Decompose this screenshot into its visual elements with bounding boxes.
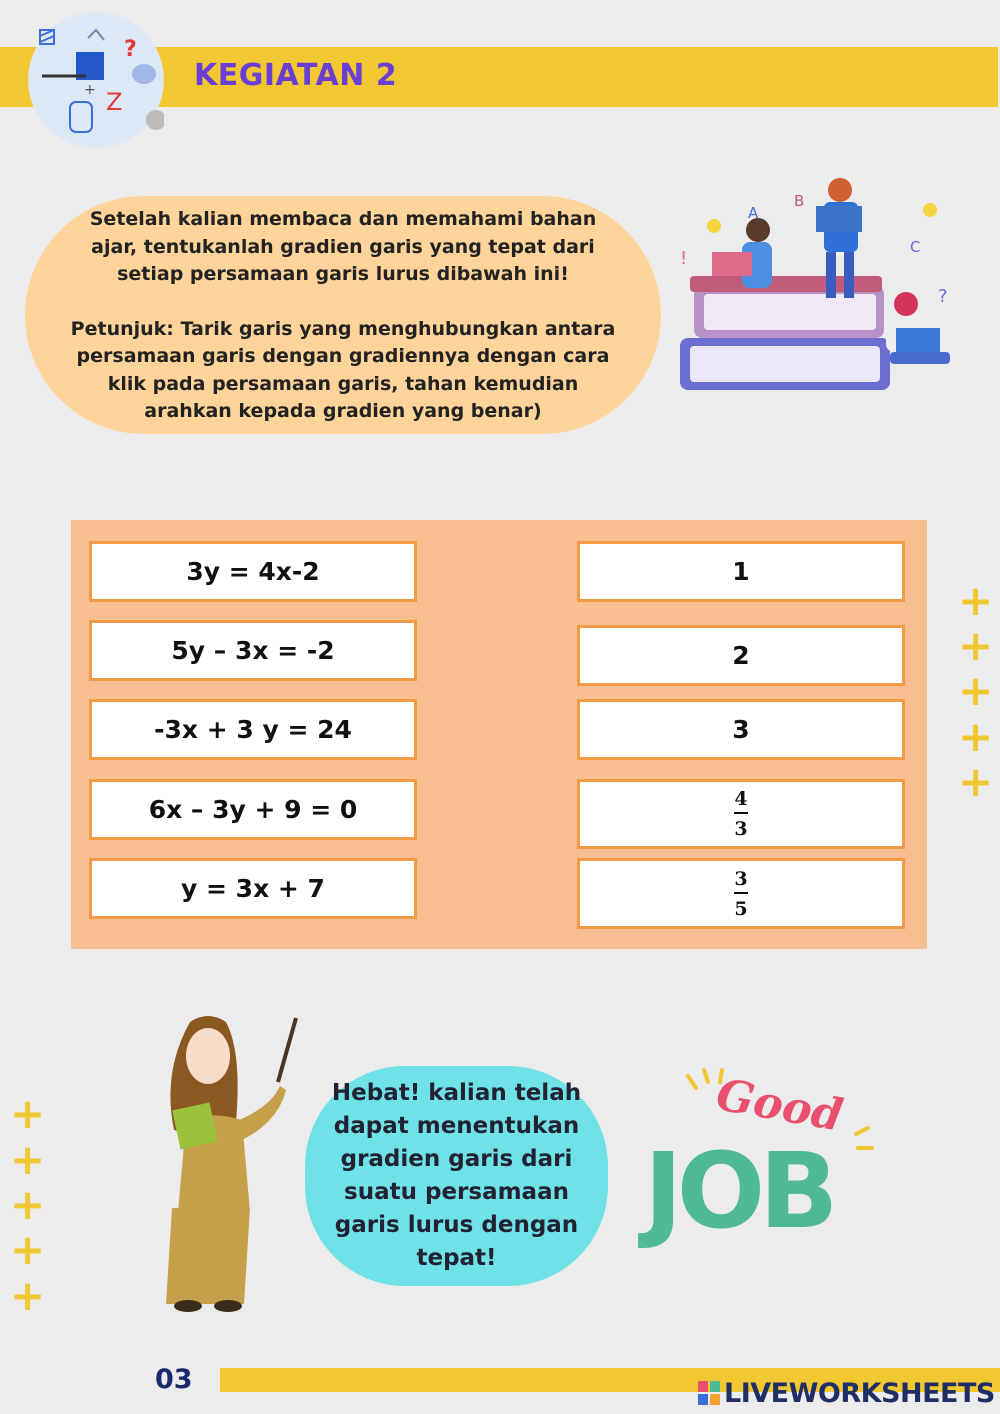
equation-label: 5y – 3x = -2 xyxy=(171,636,335,665)
plus-icon: + xyxy=(958,757,994,806)
svg-text:?: ? xyxy=(938,286,948,307)
gradient-card[interactable] xyxy=(577,541,905,602)
equation-card[interactable] xyxy=(89,858,417,919)
job-text: JOB xyxy=(644,1130,833,1252)
plus-icon: + xyxy=(958,576,994,625)
good-job-sticker xyxy=(640,1068,880,1284)
brand-name: LIVEWORKSHEETS xyxy=(724,1378,995,1409)
equation-card[interactable] xyxy=(89,699,417,760)
gradient-card[interactable] xyxy=(577,858,905,929)
equation-label: 6x – 3y + 9 = 0 xyxy=(148,795,358,824)
plus-icon: + xyxy=(10,1135,46,1184)
good-text: Good xyxy=(712,1069,847,1142)
equation-card[interactable] xyxy=(89,779,417,840)
instructions-bubble xyxy=(25,196,661,434)
math-symbols-icon xyxy=(28,12,164,148)
gradient-card[interactable] xyxy=(577,699,905,760)
plus-icon: + xyxy=(10,1180,46,1229)
students-reading-illustration xyxy=(676,178,966,403)
equation-label: -3x + 3 y = 24 xyxy=(154,715,352,744)
plus-icon: + xyxy=(10,1089,46,1138)
page-number: 03 xyxy=(155,1364,193,1395)
fraction-numerator: 3 xyxy=(734,867,748,890)
svg-text:?: ? xyxy=(124,37,137,62)
congrats-text: Hebat! kalian telah dapat menentukan gradien garis dari suatu persamaan garis lurus dengan tepat! xyxy=(331,1080,582,1271)
fraction-denominator: 5 xyxy=(734,897,748,920)
page-title: KEGIATAN 2 xyxy=(194,58,398,93)
fraction-bar xyxy=(734,892,748,894)
plus-icon: + xyxy=(958,621,994,670)
gradient-label: 3 xyxy=(732,715,750,744)
gradient-label: 1 xyxy=(732,557,750,586)
math-logo xyxy=(28,12,164,148)
equation-card[interactable] xyxy=(89,620,417,681)
fraction xyxy=(734,790,748,838)
liveworksheets-logo-icon xyxy=(698,1381,720,1405)
instruction-text: Setelah kalian membaca dan memahami bahan ajar, tentukanlah gradien garis yang tepat dari setiap persamaan garis lurus dibawah ini! xyxy=(89,208,597,285)
svg-text:Z: Z xyxy=(106,88,123,116)
svg-text:A: A xyxy=(748,204,759,222)
fraction-bar xyxy=(734,812,748,814)
fraction-denominator: 3 xyxy=(734,818,748,840)
svg-text:+: + xyxy=(84,82,96,98)
equation-label: 3y = 4x-2 xyxy=(186,557,320,586)
fraction-numerator: 4 xyxy=(734,788,748,810)
congrats-bubble xyxy=(305,1066,608,1286)
plus-icon: + xyxy=(10,1271,46,1320)
plus-icon: + xyxy=(958,712,994,761)
gradient-label: 2 xyxy=(732,641,750,670)
teacher-illustration xyxy=(150,1012,300,1314)
plus-icon: + xyxy=(958,666,994,715)
hint-text: Petunjuk: Tarik garis yang menghubungkan antara persamaan garis dengan gradiennya dengan cara klik pada persamaan garis, tahan kemudian arahkan kepada gradien yang benar) xyxy=(70,317,616,422)
gradient-card[interactable] xyxy=(577,779,905,849)
svg-text:C: C xyxy=(910,238,921,256)
equation-card[interactable] xyxy=(89,541,417,602)
svg-text:B: B xyxy=(794,192,805,210)
fraction xyxy=(734,867,748,920)
svg-text:!: ! xyxy=(680,248,688,269)
plus-icon: + xyxy=(10,1225,46,1274)
equation-label: y = 3x + 7 xyxy=(181,874,325,903)
gradient-card[interactable] xyxy=(577,625,905,686)
